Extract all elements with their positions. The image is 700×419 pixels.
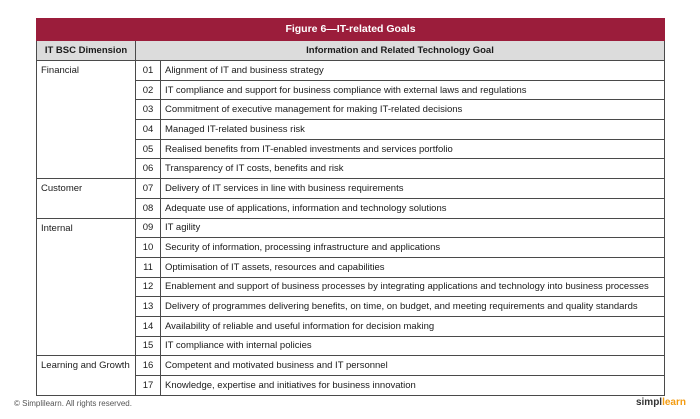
goal-number: 11 [136, 257, 161, 277]
goal-text: Realised benefits from IT-enabled investments and services portfolio [161, 139, 665, 159]
goal-text: IT compliance and support for business compliance with external laws and regulations [161, 80, 665, 100]
goal-number: 12 [136, 277, 161, 297]
goal-number: 04 [136, 120, 161, 140]
goal-text: Security of information, processing infrastructure and applications [161, 238, 665, 258]
goal-number: 06 [136, 159, 161, 179]
logo-text-part1: simpl [635, 397, 663, 408]
dimension-cell: Learning and Growth [37, 356, 136, 395]
goal-number: 10 [136, 238, 161, 258]
goals-table-container [36, 18, 664, 396]
logo-text-part2: learn [662, 397, 686, 408]
goal-number: 05 [136, 139, 161, 159]
goal-text: Availability of reliable and useful information for decision making [161, 316, 665, 336]
goal-number: 02 [136, 80, 161, 100]
table-row [37, 61, 665, 81]
title-row [37, 19, 665, 41]
dimension-cell: Financial [37, 61, 136, 179]
goal-text: Knowledge, expertise and initiatives for business innovation [161, 376, 665, 396]
goal-number: 03 [136, 100, 161, 120]
it-goals-table [36, 18, 665, 396]
goal-number: 07 [136, 179, 161, 199]
goal-number: 16 [136, 356, 161, 376]
table-title: Figure 6—IT-related Goals [37, 19, 665, 41]
dimension-cell: Customer [37, 179, 136, 218]
goal-text: Optimisation of IT assets, resources and capabilities [161, 257, 665, 277]
goal-number: 15 [136, 336, 161, 356]
goal-number: 13 [136, 297, 161, 317]
goal-text: Enablement and support of business processes by integrating applications and technology into business processes [161, 277, 665, 297]
goal-number: 08 [136, 198, 161, 218]
goal-text: Transparency of IT costs, benefits and risk [161, 159, 665, 179]
table-row [37, 218, 665, 238]
table-row [37, 179, 665, 199]
goal-text: Competent and motivated business and IT personnel [161, 356, 665, 376]
table-row [37, 356, 665, 376]
goal-text: Managed IT-related business risk [161, 120, 665, 140]
dimension-cell: Internal [37, 218, 136, 356]
goal-number: 09 [136, 218, 161, 238]
goal-text: Commitment of executive management for making IT-related decisions [161, 100, 665, 120]
copyright-text: © Simplilearn. All rights reserved. [14, 399, 132, 408]
goal-number: 14 [136, 316, 161, 336]
goal-text: IT compliance with internal policies [161, 336, 665, 356]
simplilearn-logo [636, 397, 686, 408]
header-goal: Information and Related Technology Goal [136, 41, 665, 61]
header-row [37, 41, 665, 61]
table-body [37, 61, 665, 396]
goal-text: IT agility [161, 218, 665, 238]
goal-number: 01 [136, 61, 161, 81]
header-dimension: IT BSC Dimension [37, 41, 136, 61]
goal-number: 17 [136, 376, 161, 396]
goal-text: Delivery of programmes delivering benefits, on time, on budget, and meeting requirements and quality standards [161, 297, 665, 317]
goal-text: Alignment of IT and business strategy [161, 61, 665, 81]
goal-text: Adequate use of applications, information and technology solutions [161, 198, 665, 218]
goal-text: Delivery of IT services in line with business requirements [161, 179, 665, 199]
